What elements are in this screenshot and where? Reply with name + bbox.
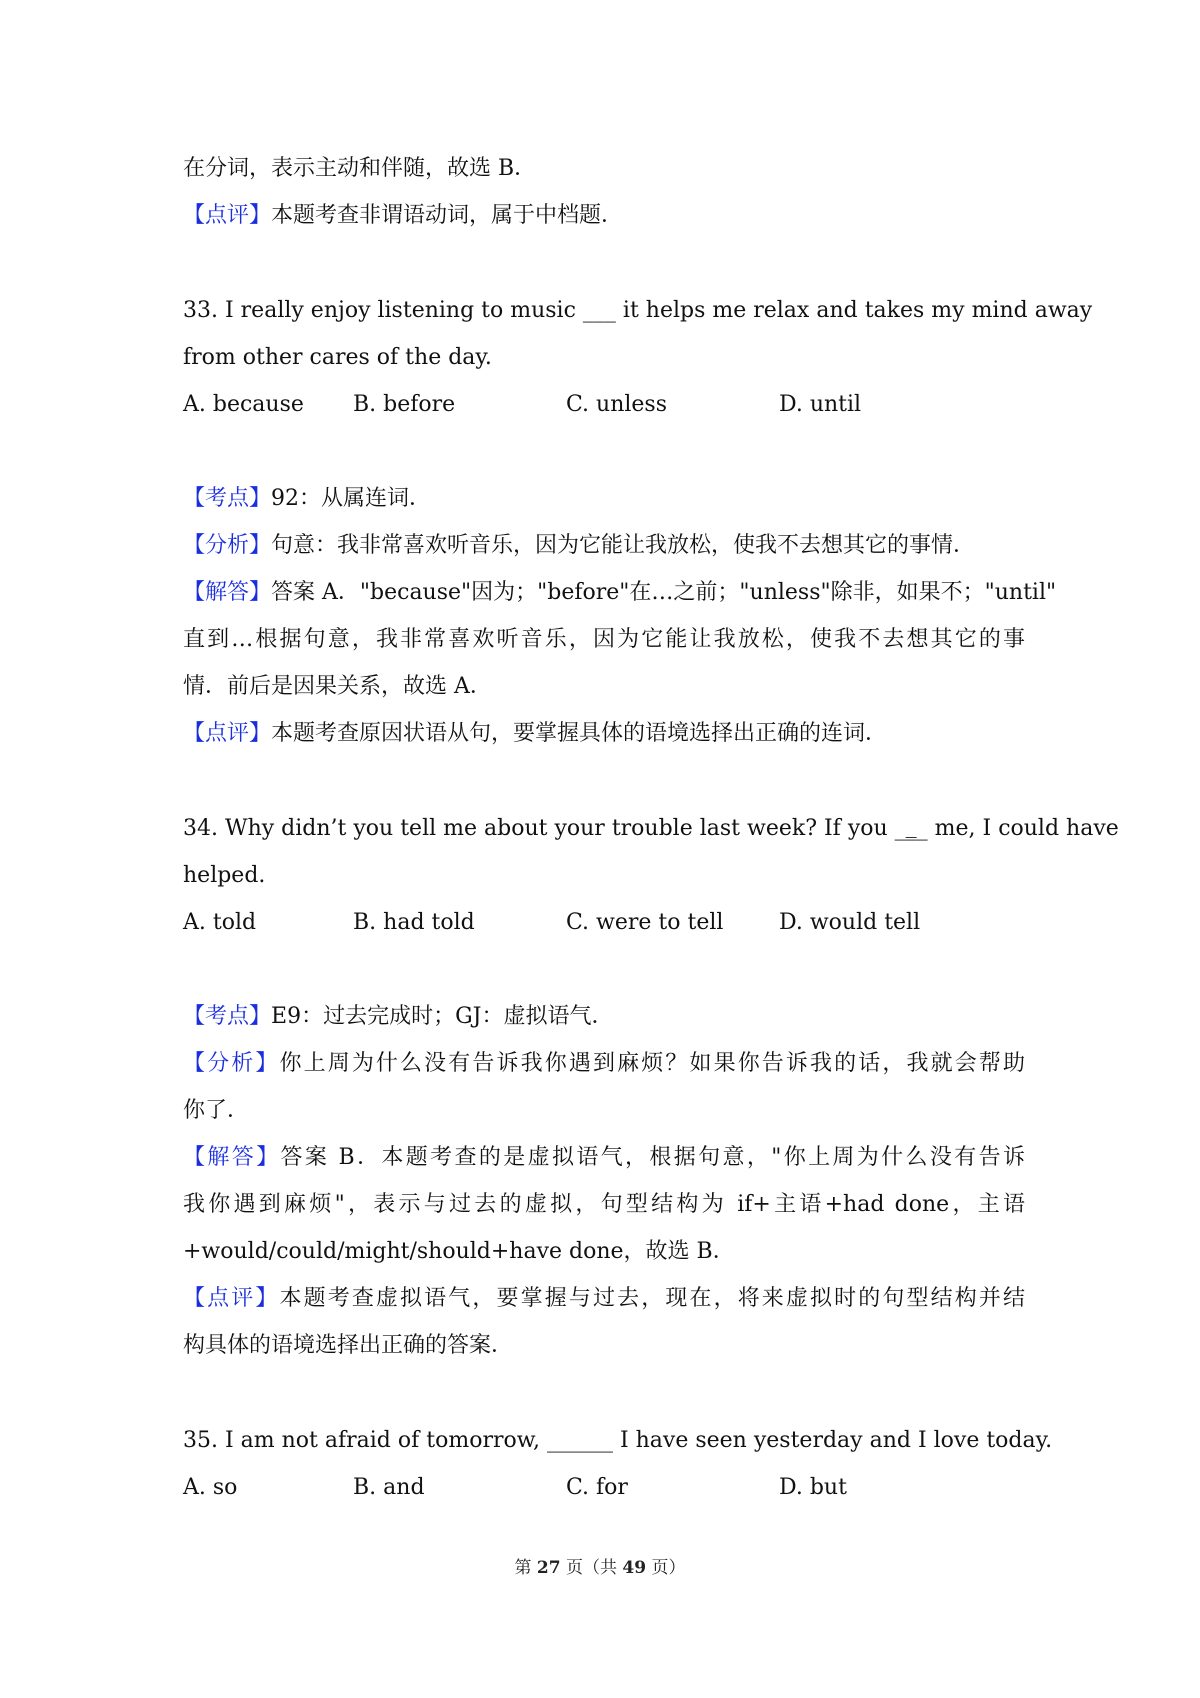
q34-jieda-line2: 我你遇到麻烦"，表示与过去的虚拟，句型结构为 if+主语+had done，主语	[183, 1192, 1025, 1217]
q34-options	[183, 899, 1025, 946]
q33-option-a: A. because	[183, 392, 304, 417]
dianping-tag: 【点评】	[183, 721, 272, 746]
document-page	[183, 145, 1119, 1511]
kaodian-tag: 【考点】	[183, 1004, 272, 1029]
q34-fenxi-line1	[183, 1040, 1025, 1087]
dianping-tag: 【点评】	[183, 1286, 280, 1311]
kaodian-text: E9：过去完成时；GJ：虚拟语气．	[271, 1004, 614, 1029]
q33-option-d: D. until	[779, 392, 862, 417]
q34-fenxi-line2: 你了．	[183, 1098, 250, 1123]
dianping-text: 本题考查虚拟语气，要掌握与过去，现在，将来虚拟时的句型结构并结	[279, 1286, 1025, 1311]
fenxi-tag: 【分析】	[183, 1051, 280, 1076]
q34-jieda-line1	[183, 1134, 1025, 1181]
comment-tag: 【点评】	[183, 203, 272, 228]
kaodian-text: 92：从属连词．	[271, 486, 432, 511]
q34-option-b: B. had told	[353, 910, 475, 935]
jieda-tag: 【解答】	[183, 1145, 281, 1170]
footer-total-pages: 49	[622, 1558, 647, 1578]
q35-option-d: D. but	[779, 1475, 847, 1500]
q35-option-b: B. and	[353, 1475, 425, 1500]
jieda-text: 答案 A．"because"因为；"before"在…之前；"unless"除非，如果不；"until"	[271, 580, 1057, 605]
footer-middle: 页（共	[560, 1558, 623, 1578]
fenxi-text: 句意：我非常喜欢听音乐，因为它能让我放松，使我不去想其它的事情．	[271, 533, 976, 558]
q33-option-c: C. unless	[566, 392, 668, 417]
jieda-tag: 【解答】	[183, 580, 272, 605]
q35-options	[183, 1464, 1025, 1511]
kaodian-tag: 【考点】	[183, 486, 272, 511]
q34-jieda-line3: +would/could/might/should+have done，故选 B．	[183, 1239, 735, 1264]
dianping-text: 本题考查原因状语从句，要掌握具体的语境选择出正确的连词．	[271, 721, 888, 746]
q35-stem: 35. I am not afraid of tomorrow, ______ I have seen yesterday and I love today.	[183, 1428, 1053, 1453]
q33-jieda-line3: 情．前后是因果关系，故选 A．	[183, 674, 492, 699]
q33-option-b: B. before	[353, 392, 456, 417]
q34-stem-line1: 34. Why didn’t you tell me about your trouble last week? If you _‗_ me, I could have	[183, 816, 1119, 841]
q35-option-a: A. so	[183, 1475, 238, 1500]
q33-stem-line1: 33. I really enjoy listening to music ___ it helps me relax and takes my mind away	[183, 298, 1093, 323]
intro-continuation: 在分词，表示主动和伴随，故选 B．	[183, 156, 537, 181]
footer-page-number: 27	[536, 1558, 561, 1578]
footer-prefix: 第	[514, 1558, 537, 1578]
q33-fenxi	[183, 522, 1025, 569]
q33-stem-line2: from other cares of the day.	[183, 345, 492, 370]
q33-jieda-line2: 直到…根据句意，我非常喜欢听音乐，因为它能让我放松，使我不去想其它的事	[183, 627, 1025, 652]
q34-dianping-line2: 构具体的语境选择出正确的答案．	[183, 1333, 514, 1358]
intro-comment	[183, 192, 1025, 239]
q34-option-d: D. would tell	[779, 910, 921, 935]
q34-dianping-line1	[183, 1275, 1025, 1322]
q33-dianping	[183, 710, 1025, 757]
footer-suffix: 页）	[646, 1558, 686, 1578]
jieda-text: 答案 B．本题考查的是虚拟语气，根据句意，"你上周为什么没有告诉	[280, 1145, 1025, 1170]
q35-option-c: C. for	[566, 1475, 628, 1500]
q34-stem-line2: helped.	[183, 863, 266, 888]
fenxi-text: 你上周为什么没有告诉我你遇到麻烦？如果你告诉我的话，我就会帮助	[279, 1051, 1025, 1076]
fenxi-tag: 【分析】	[183, 533, 272, 558]
q34-option-a: A. told	[183, 910, 257, 935]
q33-jieda-line1	[183, 569, 1057, 616]
q34-option-c: C. were to tell	[566, 910, 724, 935]
q34-kaodian	[183, 993, 1025, 1040]
comment-text: 本题考查非谓语动词，属于中档题．	[271, 203, 624, 228]
q33-kaodian	[183, 475, 1025, 522]
page-footer	[0, 1553, 1200, 1578]
q33-options	[183, 381, 1025, 428]
